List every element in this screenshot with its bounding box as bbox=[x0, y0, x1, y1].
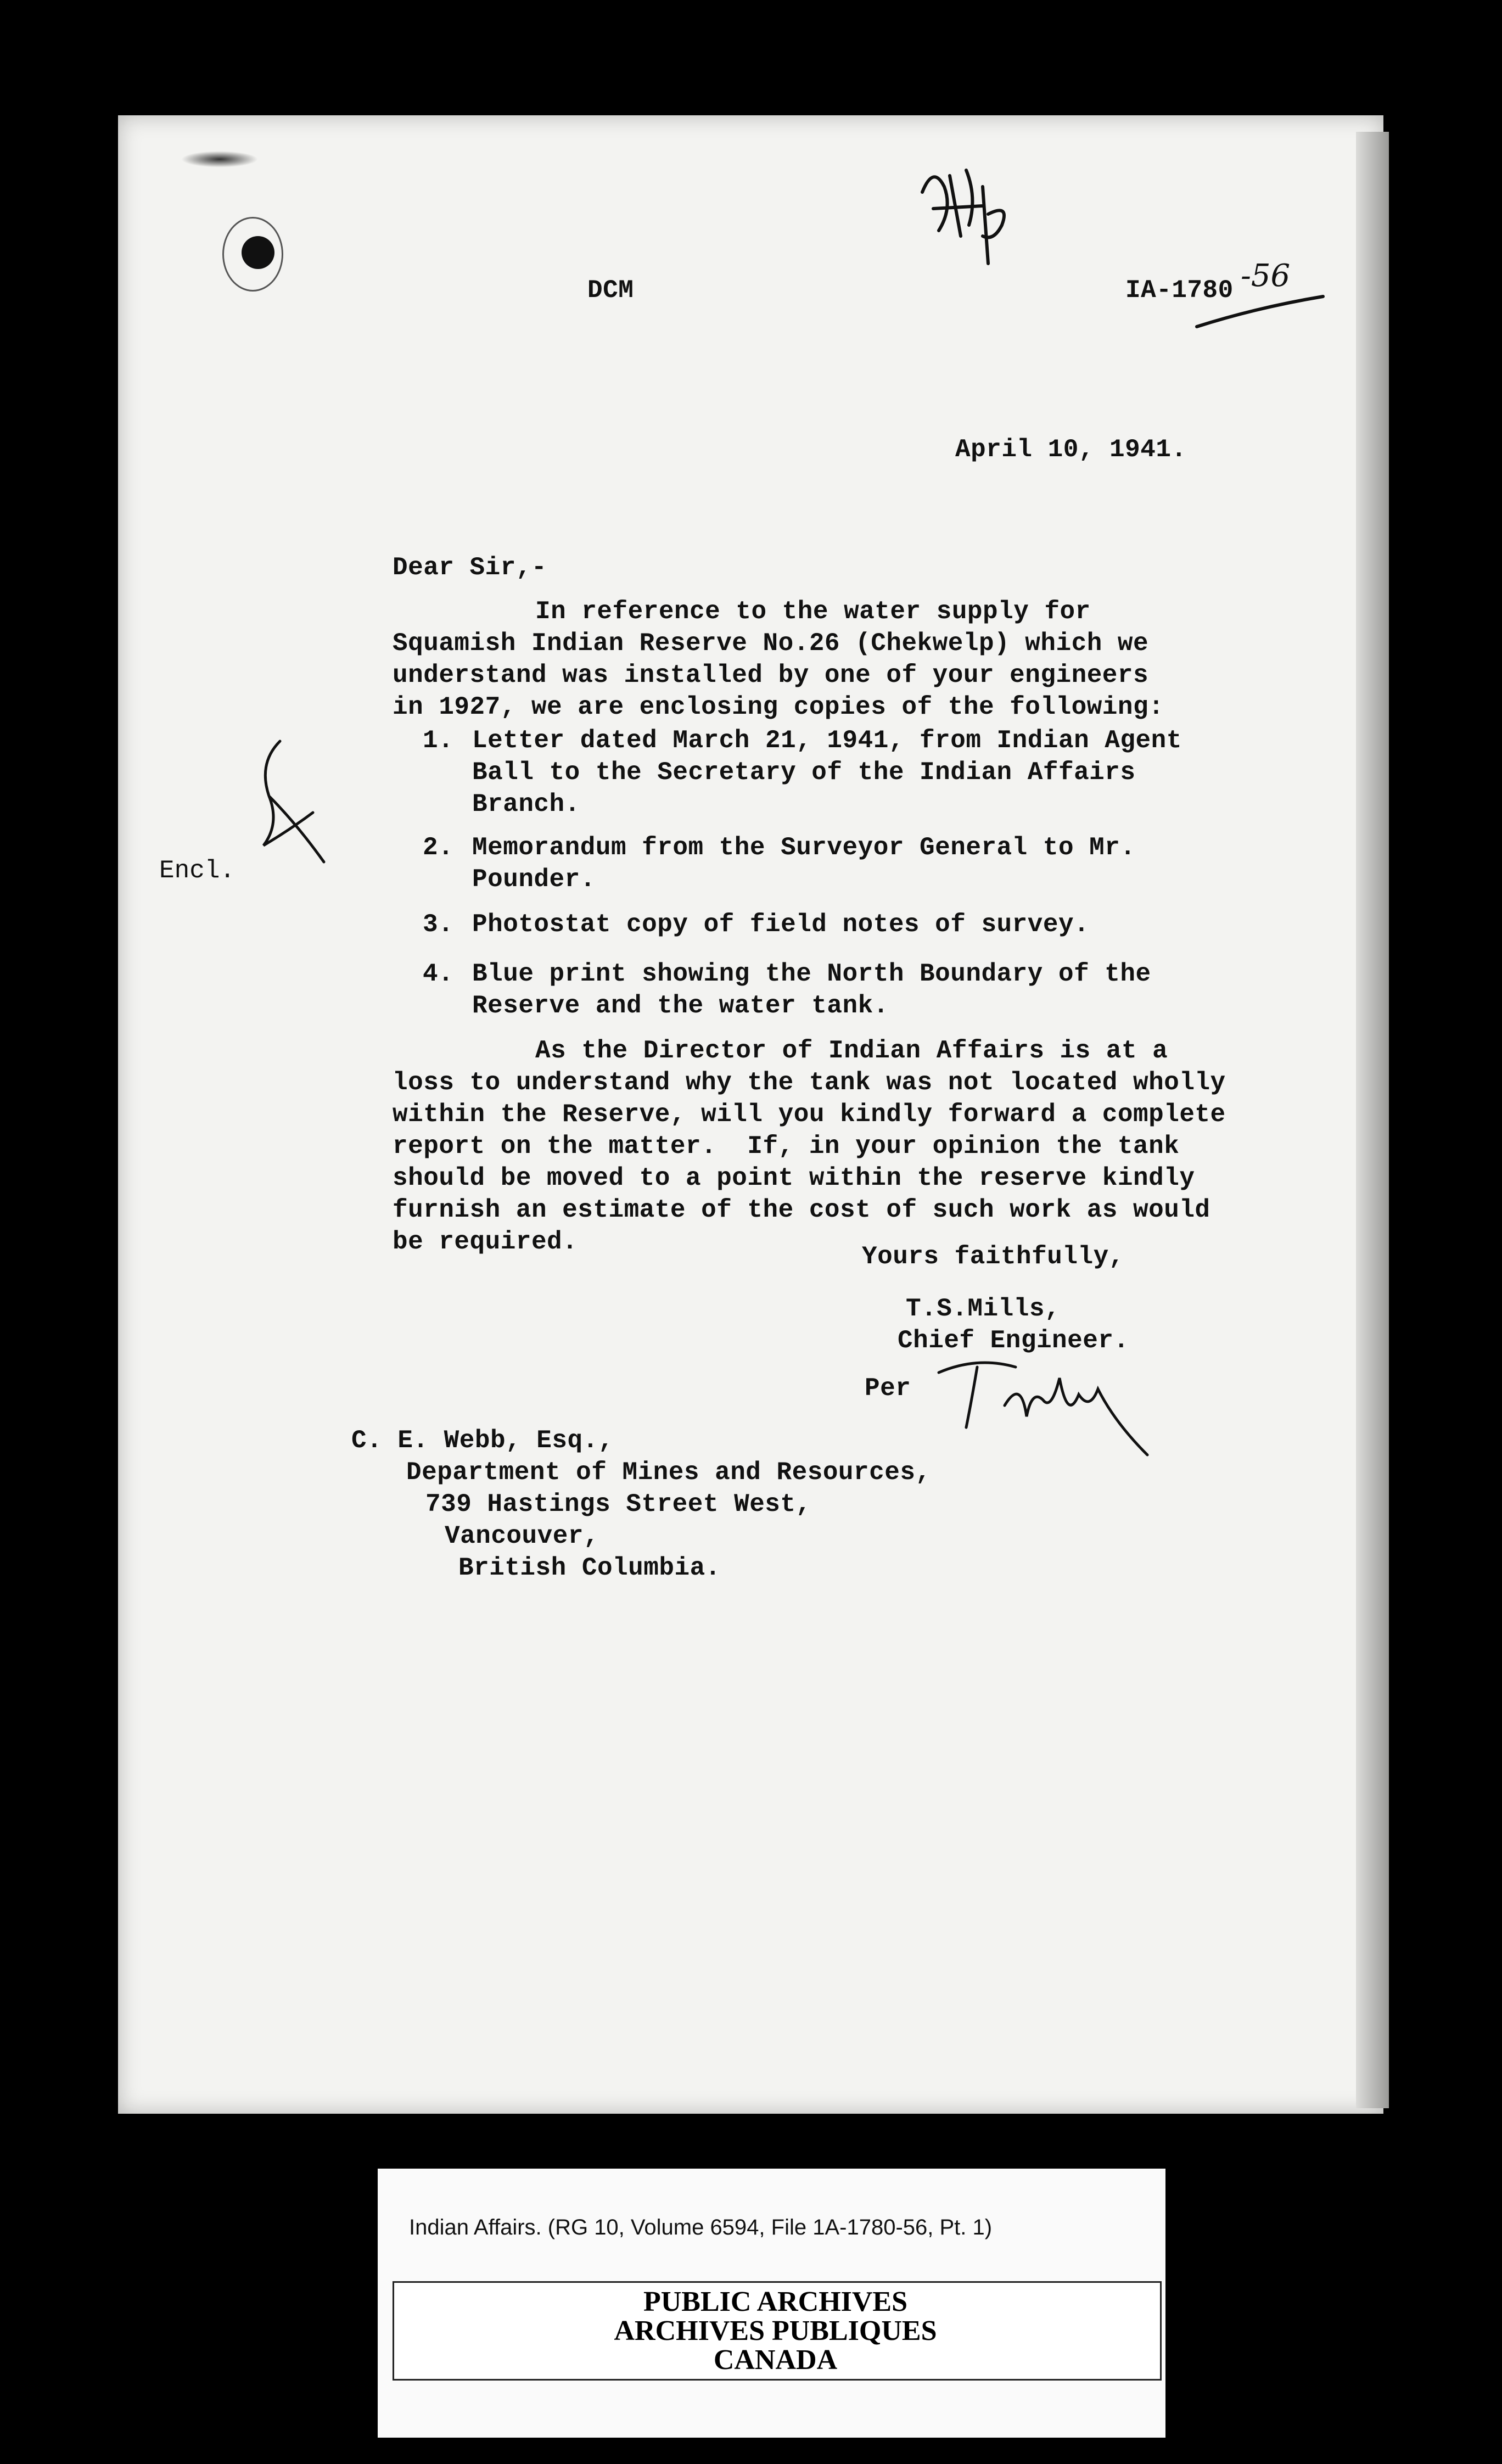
enclosure-line: Photostat copy of field notes of survey. bbox=[472, 910, 1090, 939]
per-label: Per bbox=[865, 1374, 911, 1403]
intro-line: In reference to the water supply for bbox=[535, 597, 1091, 626]
margin-note-encl: Encl. bbox=[159, 856, 236, 885]
body-line: be required. bbox=[393, 1228, 578, 1256]
body-line: furnish an estimate of the cost of such work as would bbox=[393, 1196, 1210, 1224]
initials: DCM bbox=[587, 276, 634, 305]
handwritten-signature bbox=[933, 1345, 1164, 1466]
page-edge-shadow bbox=[1356, 132, 1389, 2108]
recipient-line: Department of Mines and Resources, bbox=[406, 1458, 931, 1487]
body-line: within the Reserve, will you kindly forward a complete bbox=[393, 1100, 1226, 1129]
recipient-line: British Columbia. bbox=[458, 1554, 721, 1582]
body-line: should be moved to a point within the reserve kindly bbox=[393, 1164, 1195, 1192]
archive-stamp-line: CANADA bbox=[713, 2344, 838, 2376]
intro-line: understand was installed by one of your engineers bbox=[393, 661, 1149, 690]
intro-line: Squamish Indian Reserve No.26 (Chekwelp) which we bbox=[393, 629, 1149, 658]
enclosure-line: Letter dated March 21, 1941, from Indian Agent bbox=[472, 726, 1182, 755]
enclosure-line: Memorandum from the Surveyor General to Mr. bbox=[472, 833, 1136, 862]
recipient-line: C. E. Webb, Esq., bbox=[351, 1426, 614, 1455]
salutation: Dear Sir,- bbox=[393, 553, 547, 582]
enclosure-line: Blue print showing the North Boundary of the bbox=[472, 960, 1151, 988]
enclosure-number: 4. bbox=[423, 960, 454, 988]
signatory-title: Chief Engineer. bbox=[898, 1326, 1129, 1355]
enclosure-line: Ball to the Secretary of the Indian Affairs bbox=[472, 758, 1136, 787]
closing: Yours faithfully, bbox=[862, 1242, 1124, 1271]
recipient-line: Vancouver, bbox=[445, 1522, 599, 1550]
handwritten-margin-number bbox=[247, 730, 335, 873]
enclosure-line: Pounder. bbox=[472, 865, 596, 894]
ink-smudge bbox=[181, 151, 258, 167]
enclosure-number: 1. bbox=[423, 726, 454, 755]
body-line: loss to understand why the tank was not located wholly bbox=[393, 1068, 1226, 1097]
archive-stamp-line: PUBLIC ARCHIVES bbox=[643, 2286, 908, 2317]
intro-line: in 1927, we are enclosing copies of the following: bbox=[393, 693, 1164, 721]
file-number: IA-1780 bbox=[1125, 276, 1234, 305]
punch-hole bbox=[242, 236, 274, 269]
file-number-suffix: -56 bbox=[1241, 258, 1291, 294]
enclosure-line: Branch. bbox=[472, 790, 580, 819]
recipient-line: 739 Hastings Street West, bbox=[425, 1490, 811, 1519]
handwritten-file-mark bbox=[900, 154, 1027, 280]
signatory-name: T.S.Mills, bbox=[906, 1295, 1061, 1323]
body-line: As the Director of Indian Affairs is at a bbox=[535, 1037, 1168, 1065]
body-line: report on the matter. If, in your opinion the tank bbox=[393, 1132, 1180, 1161]
enclosure-number: 3. bbox=[423, 910, 454, 939]
archive-stamp-line: ARCHIVES PUBLIQUES bbox=[614, 2315, 937, 2347]
archive-caption: Indian Affairs. (RG 10, Volume 6594, File 1A-1780-56, Pt. 1) bbox=[409, 2215, 993, 2239]
enclosure-line: Reserve and the water tank. bbox=[472, 992, 889, 1020]
enclosure-number: 2. bbox=[423, 833, 454, 862]
letter-date: April 10, 1941. bbox=[955, 435, 1187, 464]
